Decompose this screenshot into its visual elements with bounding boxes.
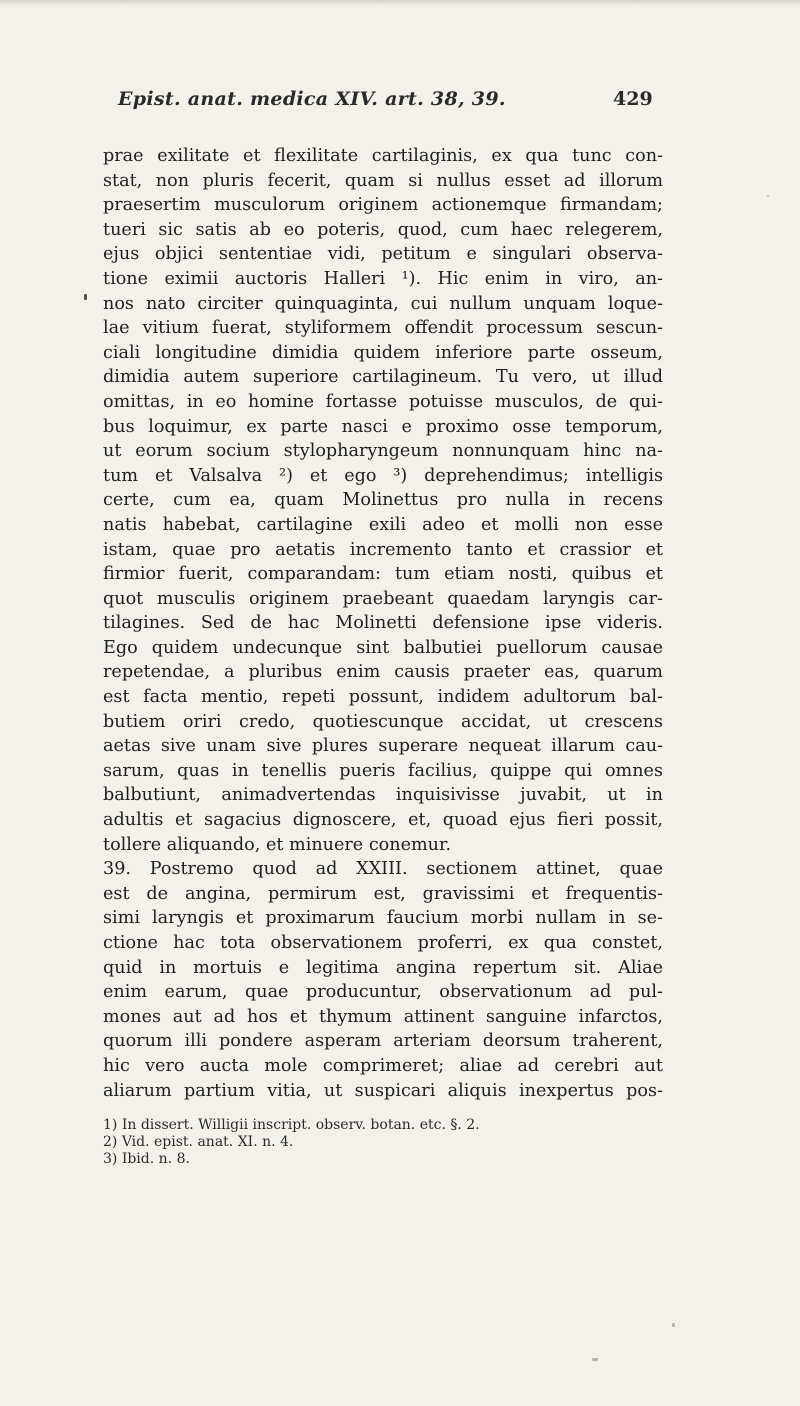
text-line: tilagines. Sed de hac Molinetti defensione ipse videris. bbox=[103, 613, 663, 634]
text-line: stat, non pluris fecerit, quam si nullus esset ad illorum bbox=[103, 170, 663, 191]
text-line: hic vero aucta mole comprimeret; aliae ad cerebri aut bbox=[103, 1055, 663, 1076]
text-line: quorum illi pondere asperam arteriam deorsum traherent, bbox=[103, 1031, 663, 1052]
text-line: omittas, in eo homine fortasse potuisse musculos, de qui- bbox=[103, 391, 663, 412]
paper-speck bbox=[672, 1323, 675, 1327]
text-line: ut eorum socium stylopharyngeum nonnunquam hinc na- bbox=[103, 441, 663, 462]
text-line: dimidia autem superiore cartilagineum. Tu vero, ut illud bbox=[103, 367, 663, 388]
text-line: ctione hac tota observationem proferri, ex qua constet, bbox=[103, 933, 663, 953]
text-line: nos nato circiter quinquaginta, cui nullum unquam loque- bbox=[103, 293, 663, 314]
paper-speck bbox=[767, 195, 769, 197]
footnote: 1) In dissert. Willigii inscript. observ. botan. etc. §. 2. bbox=[103, 1117, 480, 1133]
text-line: natis habebat, cartilagine exili adeo et molli non esse bbox=[103, 514, 663, 535]
text-line: est de angina, permirum est, gravissimi et frequentis- bbox=[103, 883, 663, 904]
text-line: 39. Postremo quod ad XXIII. sectionem attinet, quae bbox=[103, 859, 663, 880]
text-line: Ego quidem undecunque sint balbutiei puellorum causae bbox=[103, 637, 663, 658]
body-text bbox=[103, 144, 663, 1103]
text-line: balbutiunt, animadvertendas inquisivisse juvabit, ut in bbox=[103, 785, 663, 806]
text-line: repetendae, a pluribus enim causis praeter eas, quarum bbox=[103, 662, 663, 683]
top-edge-shadow bbox=[0, 0, 800, 6]
text-line: bus loquimur, ex parte nasci e proximo osse temporum, bbox=[103, 416, 663, 437]
text-line: praesertim musculorum originem actionemque firmandam; bbox=[103, 195, 663, 216]
text-line: tione eximii auctoris Halleri ¹). Hic enim in viro, an- bbox=[103, 268, 663, 289]
text-line: enim earum, quae producuntur, observationum ad pul- bbox=[103, 982, 663, 1003]
text-line: istam, quae pro aetatis incremento tanto et crassior et bbox=[103, 539, 663, 560]
paper-speck bbox=[592, 1358, 598, 1361]
footnote: 2) Vid. epist. anat. XI. n. 4. bbox=[103, 1134, 294, 1150]
text-line: butiem oriri credo, quotiescunque accidat, ut crescens bbox=[103, 711, 663, 732]
text-line: mones aut ad hos et thymum attinent sanguine infarctos, bbox=[103, 1006, 663, 1027]
text-line: certe, cum ea, quam Molinettus pro nulla in recens bbox=[103, 490, 663, 511]
text-line: firmior fuerit, comparandam: tum etiam nosti, quibus et bbox=[103, 564, 663, 585]
text-line: adultis et sagacius dignoscere, et, quoad ejus fieri possit, bbox=[103, 810, 663, 831]
text-line: est facta mentio, repeti possunt, indidem adultorum bal- bbox=[103, 687, 663, 708]
text-line: lae vitium fuerat, styliformem offendit processum sescun- bbox=[103, 318, 663, 339]
text-line: prae exilitate et flexilitate cartilaginis, ex qua tunc con- bbox=[103, 146, 663, 166]
text-line: tum et Valsalva ²) et ego ³) deprehendimus; intelligis bbox=[103, 465, 663, 486]
page-number: 429 bbox=[613, 88, 653, 110]
text-line: quid in mortuis e legitima angina repertum sit. Aliae bbox=[103, 957, 663, 978]
text-line: ciali longitudine dimidia quidem inferiore parte osseum, bbox=[103, 342, 663, 363]
text-line: ejus objici sententiae vidi, petitum e singulari observa- bbox=[103, 244, 663, 265]
text-line: simi laryngis et proximarum faucium morbi nullam in se- bbox=[103, 908, 663, 929]
text-line: aetas sive unam sive plures superare nequeat illarum cau- bbox=[103, 736, 663, 757]
text-line: tueri sic satis ab eo poteris, quod, cum haec relegerem, bbox=[103, 219, 663, 240]
running-head: Epist. anat. medica XIV. art. 38, 39. bbox=[118, 88, 506, 110]
margin-mark bbox=[84, 294, 87, 300]
text-line: aliarum partium vitia, ut suspicari aliquis inexpertus pos- bbox=[103, 1080, 663, 1101]
footnote: 3) Ibid. n. 8. bbox=[103, 1151, 190, 1167]
text-line: tollere aliquando, et minuere conemur. bbox=[103, 834, 452, 855]
text-line: quot musculis originem praebeant quaedam laryngis car- bbox=[103, 588, 663, 609]
text-line: sarum, quas in tenellis pueris facilius, quippe qui omnes bbox=[103, 760, 663, 781]
footnotes bbox=[103, 1117, 663, 1168]
